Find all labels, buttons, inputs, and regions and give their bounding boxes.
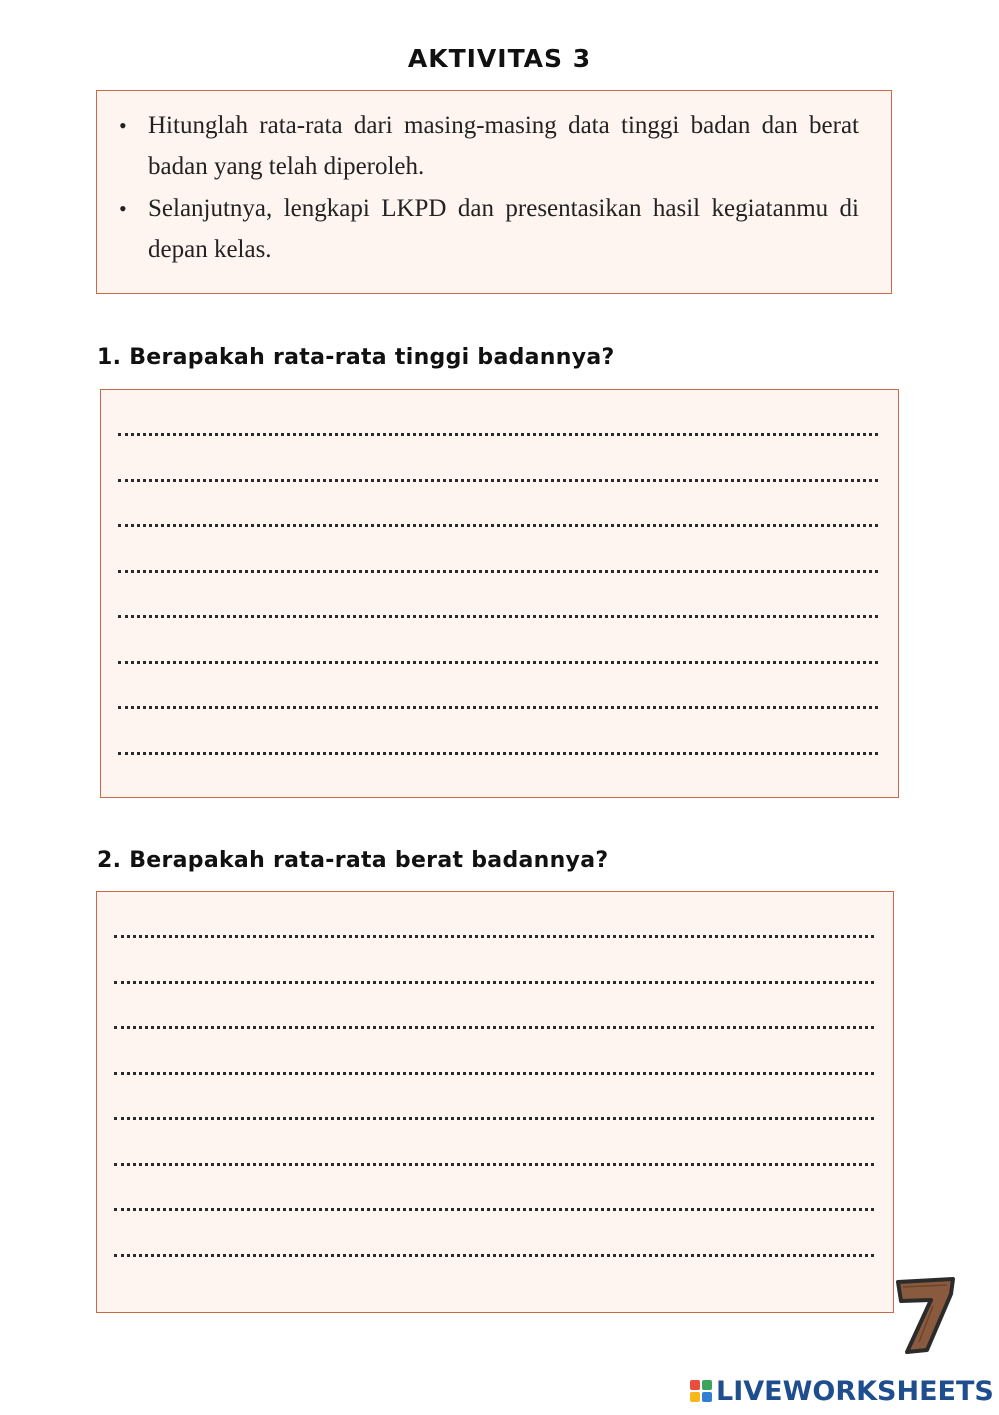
answer-line[interactable] <box>114 1163 874 1166</box>
instructions-box <box>96 90 892 294</box>
liveworksheets-brand-text: LIVEWORKSHEETS <box>716 1375 994 1407</box>
answer-line[interactable] <box>114 1117 874 1120</box>
answer-box-1[interactable] <box>100 389 899 798</box>
instruction-text: Hitunglah rata-rata dari masing-masing data tinggi badan dan berat badan yang telah diperoleh. <box>148 112 859 180</box>
page-title: AKTIVITAS 3 <box>407 44 592 73</box>
liveworksheets-logo <box>690 1375 994 1407</box>
answer-line[interactable] <box>118 706 878 709</box>
answer-line[interactable] <box>114 1208 874 1211</box>
answer-line[interactable] <box>118 615 878 618</box>
answer-box-2[interactable] <box>96 891 894 1313</box>
answer-line[interactable] <box>118 752 878 755</box>
instruction-item <box>119 105 859 187</box>
instruction-item <box>119 188 859 270</box>
answer-line[interactable] <box>118 524 878 527</box>
question-1-label: 1. Berapakah rata-rata tinggi badannya? <box>97 345 615 370</box>
answer-line[interactable] <box>118 570 878 573</box>
answer-line[interactable] <box>118 661 878 664</box>
answer-line[interactable] <box>114 1026 874 1029</box>
bullet-icon: • <box>119 196 127 221</box>
answer-line[interactable] <box>114 981 874 984</box>
page-number-seven-icon <box>893 1276 959 1356</box>
instruction-text: Selanjutnya, lengkapi LKPD dan presentasikan hasil kegiatanmu di depan kelas. <box>148 195 859 263</box>
answer-line[interactable] <box>118 433 878 436</box>
answer-line[interactable] <box>118 479 878 482</box>
answer-line[interactable] <box>114 1072 874 1075</box>
question-2-label: 2. Berapakah rata-rata berat badannya? <box>97 848 609 873</box>
answer-line[interactable] <box>114 1254 874 1257</box>
liveworksheets-grid-icon <box>690 1380 712 1402</box>
bullet-icon: • <box>119 113 127 138</box>
answer-line[interactable] <box>114 935 874 938</box>
